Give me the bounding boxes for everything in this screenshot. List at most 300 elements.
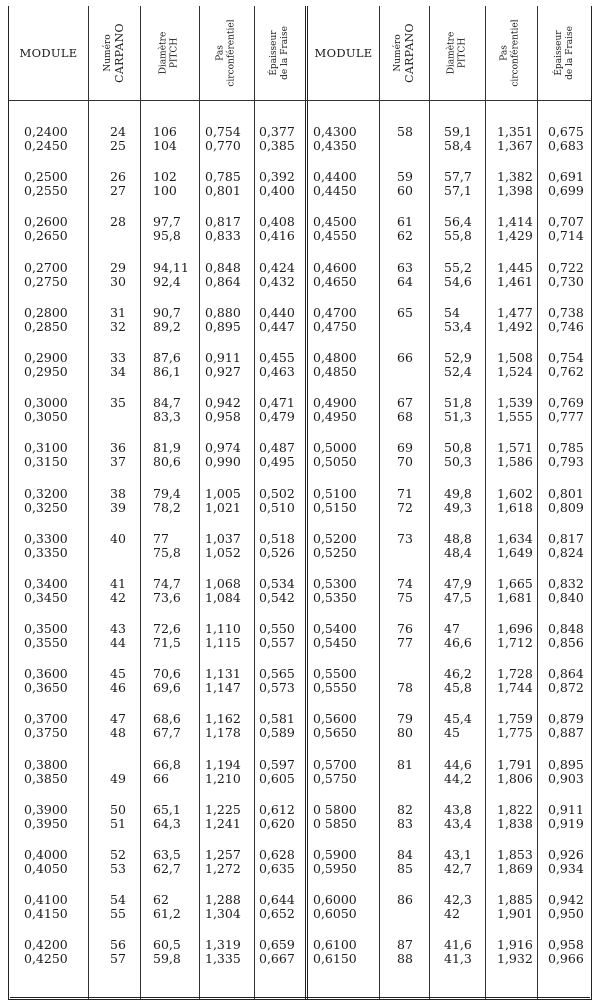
table-row (9, 364, 591, 379)
table-row (9, 440, 591, 455)
pitch-diameter-cell: 83,3 (153, 409, 181, 425)
carpano-cell: 26 (110, 169, 126, 185)
header-pas-right (485, 6, 537, 100)
header-pitch: PITCH (456, 37, 467, 69)
module-cell: 0,4000 (24, 847, 68, 862)
table-row-group (9, 169, 591, 214)
module-cell: 0,3450 (24, 589, 68, 605)
table-row (9, 169, 591, 184)
module-cell: 0,5900 (313, 847, 357, 862)
pitch-diameter-cell: 42,7 (444, 861, 472, 876)
table-row (9, 621, 591, 636)
cutter-thickness-cell: 0,950 (548, 906, 584, 922)
cutter-thickness-cell: 0,392 (259, 169, 295, 185)
table-row-group (9, 124, 591, 169)
cutter-thickness-cell: 0,487 (259, 440, 295, 456)
table-row (9, 576, 591, 591)
circular-pitch-cell: 1,319 (205, 937, 241, 953)
carpano-cell: 34 (110, 363, 126, 379)
header-numero: Numéro (393, 34, 404, 72)
circular-pitch-cell: 1,084 (205, 589, 241, 605)
module-cell: 0,6000 (313, 892, 357, 908)
pitch-diameter-cell: 42,3 (444, 892, 472, 908)
module-cell: 0,3250 (24, 499, 68, 515)
carpano-cell: 74 (397, 575, 413, 591)
table-row-group (9, 260, 591, 305)
module-cell: 0,2650 (24, 228, 68, 244)
header-numero-carpano-right (379, 6, 429, 100)
carpano-cell: 55 (110, 906, 126, 922)
pitch-diameter-cell: 47,5 (444, 589, 472, 605)
cutter-thickness-cell: 0,605 (259, 770, 295, 786)
circular-pitch-cell: 1,759 (497, 711, 533, 727)
table-body (9, 124, 591, 983)
carpano-cell: 85 (397, 861, 413, 876)
table-row (9, 711, 591, 726)
circular-pitch-cell: 1,838 (497, 815, 533, 831)
carpano-cell: 49 (110, 770, 126, 786)
cutter-thickness-cell: 0,479 (259, 409, 295, 425)
cutter-thickness-cell: 0,895 (548, 756, 584, 772)
pitch-diameter-cell: 58,4 (444, 138, 472, 153)
module-cell: 0,3850 (24, 770, 68, 786)
module-cell: 0,4950 (313, 409, 357, 425)
cutter-thickness-cell: 0,581 (259, 711, 295, 727)
circular-pitch-cell: 1,210 (205, 770, 241, 786)
pitch-diameter-cell: 45,4 (444, 711, 472, 727)
circular-pitch-cell: 1,681 (497, 589, 533, 605)
table-row-group (9, 711, 591, 756)
header-pas-left (199, 6, 254, 100)
cutter-thickness-cell: 0,785 (548, 440, 584, 456)
circular-pitch-cell: 1,052 (205, 544, 241, 560)
cutter-thickness-cell: 0,872 (548, 680, 584, 696)
circular-pitch-cell: 1,257 (205, 847, 241, 862)
cutter-thickness-cell: 0,848 (548, 621, 584, 637)
module-cell: 0,3200 (24, 485, 68, 501)
cutter-thickness-cell: 0,887 (548, 725, 584, 741)
pitch-diameter-cell: 64,3 (153, 815, 181, 831)
carpano-cell: 70 (397, 454, 413, 470)
cutter-thickness-cell: 0,809 (548, 499, 584, 515)
carpano-cell: 25 (110, 138, 126, 153)
cutter-thickness-cell: 0,926 (548, 847, 584, 862)
module-cell: 0,3000 (24, 395, 68, 411)
module-cell: 0,2850 (24, 318, 68, 334)
circular-pitch-cell: 1,712 (497, 635, 533, 651)
cutter-thickness-cell: 0,518 (259, 530, 295, 546)
cutter-thickness-cell: 0,762 (548, 363, 584, 379)
carpano-cell: 82 (397, 801, 413, 817)
carpano-cell: 43 (110, 621, 126, 637)
circular-pitch-cell: 1,351 (497, 124, 533, 139)
cutter-thickness-cell: 0,542 (259, 589, 295, 605)
header-diametre-pitch-right (429, 6, 485, 100)
module-cell: 0 5850 (313, 815, 357, 831)
module-cell: 0,4600 (313, 259, 357, 275)
carpano-cell: 57 (110, 951, 126, 967)
pitch-diameter-cell: 67,7 (153, 725, 181, 741)
cutter-thickness-cell: 0,738 (548, 304, 584, 320)
carpano-cell: 67 (397, 395, 413, 411)
circular-pitch-cell: 1,492 (497, 318, 533, 334)
circular-pitch-cell: 1,869 (497, 861, 533, 876)
carpano-cell: 84 (397, 847, 413, 862)
table-row (9, 214, 591, 229)
circular-pitch-cell: 0,817 (205, 214, 241, 230)
module-cell: 0,3550 (24, 635, 68, 651)
carpano-cell: 62 (397, 228, 413, 244)
carpano-cell: 76 (397, 621, 413, 637)
carpano-cell: 73 (397, 530, 413, 546)
pitch-diameter-cell: 54,6 (444, 273, 472, 289)
circular-pitch-cell: 1,618 (497, 499, 533, 515)
module-cell: 0,5000 (313, 440, 357, 456)
table-row (9, 816, 591, 831)
cutter-thickness-cell: 0,463 (259, 363, 295, 379)
carpano-cell: 61 (397, 214, 413, 230)
carpano-cell: 29 (110, 259, 126, 275)
cutter-thickness-cell: 0,879 (548, 711, 584, 727)
carpano-cell: 35 (110, 395, 126, 411)
table-row-group (9, 621, 591, 666)
pitch-diameter-cell: 46,2 (444, 666, 472, 682)
cutter-thickness-cell: 0,550 (259, 621, 295, 637)
circular-pitch-cell: 1,429 (497, 228, 533, 244)
pitch-diameter-cell: 43,8 (444, 801, 472, 817)
cutter-thickness-cell: 0,699 (548, 183, 584, 199)
circular-pitch-cell: 1,696 (497, 621, 533, 637)
pitch-diameter-cell: 78,2 (153, 499, 181, 515)
table-row-group (9, 214, 591, 259)
carpano-cell: 50 (110, 801, 126, 817)
pitch-diameter-cell: 52,4 (444, 363, 472, 379)
carpano-cell: 24 (110, 124, 126, 139)
cutter-thickness-cell: 0,534 (259, 575, 295, 591)
header-module-label: MODULE (314, 46, 373, 60)
carpano-cell: 78 (397, 680, 413, 696)
pitch-diameter-cell: 63,5 (153, 847, 181, 862)
module-cell: 0,2600 (24, 214, 68, 230)
module-cell: 0,3650 (24, 680, 68, 696)
carpano-cell: 77 (397, 635, 413, 651)
cutter-thickness-cell: 0,628 (259, 847, 295, 862)
cutter-thickness-cell: 0,777 (548, 409, 584, 425)
circular-pitch-cell: 1,445 (497, 259, 533, 275)
module-cell: 0,2400 (24, 124, 68, 139)
pitch-diameter-cell: 87,6 (153, 349, 181, 365)
cutter-thickness-cell: 0,471 (259, 395, 295, 411)
table-row-group (9, 892, 591, 937)
cutter-thickness-cell: 0,754 (548, 349, 584, 365)
pitch-diameter-cell: 84,7 (153, 395, 181, 411)
module-cell: 0,2550 (24, 183, 68, 199)
module-cell: 0,2750 (24, 273, 68, 289)
cutter-thickness-cell: 0,801 (548, 485, 584, 501)
table-row-group (9, 350, 591, 395)
cutter-thickness-cell: 0,589 (259, 725, 295, 741)
circular-pitch-cell: 1,162 (205, 711, 241, 727)
pitch-diameter-cell: 95,8 (153, 228, 181, 244)
circular-pitch-cell: 1,916 (497, 937, 533, 953)
pitch-diameter-cell: 51,8 (444, 395, 472, 411)
carpano-cell: 79 (397, 711, 413, 727)
module-cell: 0,4550 (313, 228, 357, 244)
circular-pitch-cell: 1,728 (497, 666, 533, 682)
pitch-diameter-cell: 74,7 (153, 575, 181, 591)
carpano-cell: 47 (110, 711, 126, 727)
pitch-diameter-cell: 79,4 (153, 485, 181, 501)
header-circonferentiel: circonférentiel (226, 19, 237, 87)
module-cell: 0,5600 (313, 711, 357, 727)
pitch-diameter-cell: 80,6 (153, 454, 181, 470)
carpano-cell: 31 (110, 304, 126, 320)
circular-pitch-cell: 1,791 (497, 756, 533, 772)
table-row (9, 183, 591, 198)
pitch-diameter-cell: 43,1 (444, 847, 472, 862)
carpano-cell: 65 (397, 304, 413, 320)
module-cell: 0,6050 (313, 906, 357, 922)
table-row-group (9, 305, 591, 350)
cutter-thickness-cell: 0,856 (548, 635, 584, 651)
circular-pitch-cell: 1,932 (497, 951, 533, 967)
module-cell: 0,4800 (313, 349, 357, 365)
pitch-diameter-cell: 97,7 (153, 214, 181, 230)
module-cell: 0,3700 (24, 711, 68, 727)
circular-pitch-cell: 0,833 (205, 228, 241, 244)
table-row (9, 771, 591, 786)
pitch-diameter-cell: 47 (444, 621, 460, 637)
module-cell: 0,5200 (313, 530, 357, 546)
pitch-diameter-cell: 52,9 (444, 349, 472, 365)
carpano-cell: 54 (110, 892, 126, 908)
header-numero-carpano-left (88, 6, 140, 100)
header-circonferentiel: circonférentiel (511, 19, 522, 87)
circular-pitch-cell: 1,335 (205, 951, 241, 967)
module-cell: 0,4150 (24, 906, 68, 922)
circular-pitch-cell: 1,649 (497, 544, 533, 560)
pitch-diameter-cell: 42 (444, 906, 460, 922)
pitch-diameter-cell: 50,3 (444, 454, 472, 470)
header-pas: Pas (215, 45, 226, 61)
module-cell: 0,2500 (24, 169, 68, 185)
carpano-cell: 60 (397, 183, 413, 199)
header-epaisseur-left (254, 6, 305, 100)
circular-pitch-cell: 1,461 (497, 273, 533, 289)
cutter-thickness-cell: 0,832 (548, 575, 584, 591)
table-row (9, 124, 591, 139)
cutter-thickness-cell: 0,408 (259, 214, 295, 230)
cutter-thickness-cell: 0,675 (548, 124, 584, 139)
cutter-thickness-cell: 0,707 (548, 214, 584, 230)
module-cell: 0,5100 (313, 485, 357, 501)
circular-pitch-cell: 0,770 (205, 138, 241, 153)
circular-pitch-cell: 1,398 (497, 183, 533, 199)
pitch-diameter-cell: 90,7 (153, 304, 181, 320)
pitch-diameter-cell: 77 (153, 530, 169, 546)
cutter-thickness-cell: 0,824 (548, 544, 584, 560)
pitch-diameter-cell: 68,6 (153, 711, 181, 727)
cutter-thickness-cell: 0,652 (259, 906, 295, 922)
pitch-diameter-cell: 59,8 (153, 951, 181, 967)
module-cell: 0,3150 (24, 454, 68, 470)
circular-pitch-cell: 1,178 (205, 725, 241, 741)
cutter-thickness-cell: 0,635 (259, 861, 295, 876)
cutter-thickness-cell: 0,691 (548, 169, 584, 185)
circular-pitch-cell: 1,382 (497, 169, 533, 185)
pitch-diameter-cell: 56,4 (444, 214, 472, 230)
module-cell: 0,3300 (24, 530, 68, 546)
circular-pitch-cell: 1,602 (497, 485, 533, 501)
cutter-thickness-cell: 0,966 (548, 951, 584, 967)
pitch-diameter-cell: 86,1 (153, 363, 181, 379)
pitch-diameter-cell: 53,4 (444, 318, 472, 334)
circular-pitch-cell: 1,822 (497, 801, 533, 817)
pitch-diameter-cell: 66,8 (153, 756, 181, 772)
pitch-diameter-cell: 73,6 (153, 589, 181, 605)
module-cell: 0,3600 (24, 666, 68, 682)
module-cell: 0,4450 (313, 183, 357, 199)
cutter-thickness-cell: 0,424 (259, 259, 295, 275)
circular-pitch-cell: 0,848 (205, 259, 241, 275)
table-row (9, 274, 591, 289)
table-row (9, 666, 591, 681)
module-cell: 0,4500 (313, 214, 357, 230)
cutter-thickness-cell: 0,683 (548, 138, 584, 153)
circular-pitch-cell: 1,539 (497, 395, 533, 411)
cutter-thickness-cell: 0,958 (548, 937, 584, 953)
pitch-diameter-cell: 61,2 (153, 906, 181, 922)
circular-pitch-cell: 1,853 (497, 847, 533, 862)
carpano-cell: 28 (110, 214, 126, 230)
table-row (9, 757, 591, 772)
header-module-label: MODULE (19, 46, 78, 60)
pitch-diameter-cell: 51,3 (444, 409, 472, 425)
carpano-cell: 71 (397, 485, 413, 501)
table-row-group (9, 937, 591, 982)
cutter-thickness-cell: 0,903 (548, 770, 584, 786)
circular-pitch-cell: 1,634 (497, 530, 533, 546)
table-row-group (9, 802, 591, 847)
circular-pitch-cell: 1,555 (497, 409, 533, 425)
pitch-diameter-cell: 106 (153, 124, 177, 139)
pitch-diameter-cell: 89,2 (153, 318, 181, 334)
header-diametre: Diamètre (445, 31, 456, 75)
module-cell: 0,5700 (313, 756, 357, 772)
header-diametre-pitch-left (140, 6, 199, 100)
carpano-cell: 51 (110, 815, 126, 831)
circular-pitch-cell: 0,880 (205, 304, 241, 320)
circular-pitch-cell: 1,414 (497, 214, 533, 230)
carpano-cell: 41 (110, 575, 126, 591)
module-cell: 0,2950 (24, 363, 68, 379)
carpano-cell: 63 (397, 259, 413, 275)
pitch-diameter-cell: 59,1 (444, 124, 472, 139)
pitch-diameter-cell: 49,3 (444, 499, 472, 515)
module-cell: 0,4050 (24, 861, 68, 876)
table-row (9, 486, 591, 501)
cutter-thickness-cell: 0,911 (548, 801, 584, 817)
carpano-cell: 39 (110, 499, 126, 515)
circular-pitch-cell: 1,477 (497, 304, 533, 320)
module-cell: 0,4700 (313, 304, 357, 320)
carpano-cell: 64 (397, 273, 413, 289)
module-cell: 0,3400 (24, 575, 68, 591)
module-cell: 0,4750 (313, 318, 357, 334)
circular-pitch-cell: 1,508 (497, 349, 533, 365)
cutter-thickness-cell: 0,416 (259, 228, 295, 244)
header-rule (9, 100, 591, 101)
cutter-thickness-cell: 0,730 (548, 273, 584, 289)
pitch-diameter-cell: 72,6 (153, 621, 181, 637)
carpano-cell: 40 (110, 530, 126, 546)
carpano-cell: 81 (397, 756, 413, 772)
cutter-thickness-cell: 0,526 (259, 544, 295, 560)
cutter-thickness-cell: 0,793 (548, 454, 584, 470)
module-cell: 0,5500 (313, 666, 357, 682)
pitch-diameter-cell: 55,8 (444, 228, 472, 244)
carpano-cell: 88 (397, 951, 413, 967)
module-cell: 0,2450 (24, 138, 68, 153)
circular-pitch-cell: 0,942 (205, 395, 241, 411)
carpano-cell: 38 (110, 485, 126, 501)
module-cell: 0,3500 (24, 621, 68, 637)
module-cell: 0,3750 (24, 725, 68, 741)
carpano-cell: 86 (397, 892, 413, 908)
pitch-diameter-cell: 44,2 (444, 770, 472, 786)
table-row (9, 545, 591, 560)
pitch-diameter-cell: 81,9 (153, 440, 181, 456)
header-numero: Numéro (103, 34, 114, 72)
table-row (9, 228, 591, 243)
circular-pitch-cell: 0,864 (205, 273, 241, 289)
cutter-thickness-cell: 0,659 (259, 937, 295, 953)
table-row (9, 590, 591, 605)
cutter-thickness-cell: 0,817 (548, 530, 584, 546)
cutter-thickness-cell: 0,385 (259, 138, 295, 153)
cutter-thickness-cell: 0,620 (259, 815, 295, 831)
circular-pitch-cell: 1,147 (205, 680, 241, 696)
circular-pitch-cell: 1,775 (497, 725, 533, 741)
pitch-diameter-cell: 47,9 (444, 575, 472, 591)
pitch-diameter-cell: 48,4 (444, 544, 472, 560)
module-cell: 0,4250 (24, 951, 68, 967)
pitch-diameter-cell: 66 (153, 770, 169, 786)
module-cell: 0,4300 (313, 124, 357, 139)
circular-pitch-cell: 1,665 (497, 575, 533, 591)
header-pas: Pas (500, 45, 511, 61)
carpano-cell: 87 (397, 937, 413, 953)
circular-pitch-cell: 0,958 (205, 409, 241, 425)
table-row (9, 680, 591, 695)
carpano-cell: 30 (110, 273, 126, 289)
cutter-thickness-cell: 0,746 (548, 318, 584, 334)
pitch-diameter-cell: 71,5 (153, 635, 181, 651)
table-row (9, 861, 591, 876)
header-diametre: Diamètre (158, 31, 169, 75)
circular-pitch-cell: 0,927 (205, 363, 241, 379)
table-row-group (9, 757, 591, 802)
table-row (9, 906, 591, 921)
circular-pitch-cell: 1,885 (497, 892, 533, 908)
module-cell: 0,5550 (313, 680, 357, 696)
circular-pitch-cell: 1,304 (205, 906, 241, 922)
module-cell: 0,2700 (24, 259, 68, 275)
module-cell: 0,4100 (24, 892, 68, 908)
module-cell: 0,4200 (24, 937, 68, 953)
module-cell: 0,5050 (313, 454, 357, 470)
module-cell: 0 5800 (313, 801, 357, 817)
